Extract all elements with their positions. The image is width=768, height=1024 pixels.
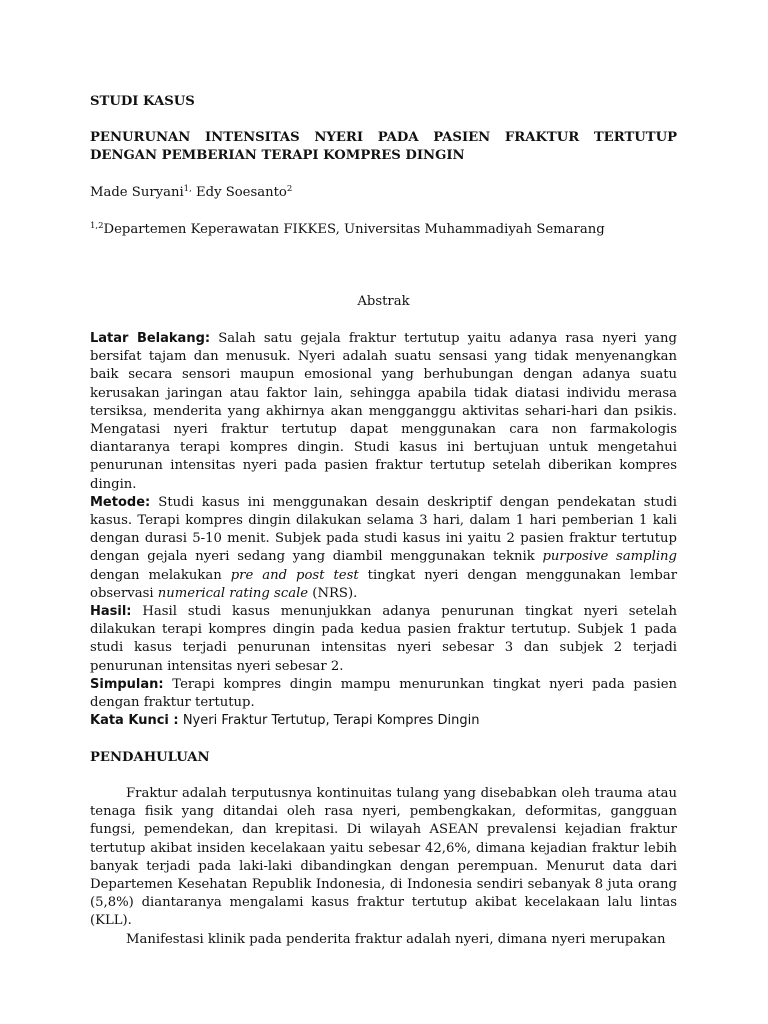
affiliation-sup: 1,2 [90, 221, 104, 231]
paper-title: PENURUNAN INTENSITAS NYERI PADA PASIEN FRAKTUR TERTUTUP DENGAN PEMBERIAN TERAPI KOMPRES DINGIN [90, 130, 677, 164]
study-type: STUDI KASUS [90, 94, 195, 109]
method-em-3: numerical rating scale [157, 585, 309, 601]
abstract-background [90, 330, 677, 494]
author-2: Edy Soesanto [196, 185, 287, 200]
abstract-body [90, 330, 677, 730]
result-label: Hasil: [90, 604, 132, 620]
introduction-body [90, 785, 677, 949]
abstract-method [90, 494, 677, 603]
keywords-label: Kata Kunci : [90, 713, 179, 729]
method-text-4: (NRS). [312, 585, 358, 601]
abstract-conclusion [90, 676, 677, 712]
introduction-paragraph-2: Manifestasi klinik pada penderita fraktur adalah nyeri, dimana nyeri merupakan [126, 931, 666, 947]
background-label: Latar Belakang: [90, 331, 211, 346]
author-line [90, 184, 677, 202]
conclusion-text: Terapi kompres dingin mampu menurunkan tingkat nyeri pada pasien dengan fraktur tertutup. [90, 676, 677, 711]
affiliation: Departemen Keperawatan FIKKES, Universitas Muhammadiyah Semarang [103, 222, 605, 237]
author-2-sup: 2 [286, 184, 293, 194]
method-text-2: dengan melakukan [90, 567, 222, 583]
keywords-text: Nyeri Fraktur Tertutup, Terapi Kompres Dingin [182, 713, 480, 729]
background-text: Salah satu gejala fraktur tertutup yaitu adanya rasa nyeri yang bersifat tajam dan menusuk. Nyeri adalah suatu sensasi yang tidak menyenangkan baik secara sensori maupun emosional yang berhubungan dengan adanya suatu kerusakan jaringan atau faktor lain, sehingga apabila tidak diatasi individu merasa tersiksa, menderita yang akhirnya akan mengganggu aktivitas sehari-hari dan psikis. Mengatasi nyeri fraktur tertutup dapat menggunakan cara non farmakologis diantaranya terapi kompres dingin. Studi kasus ini bertujuan untuk mengetahui penurunan intensitas nyeri pada pasien fraktur tertutup setelah diberikan kompres dingin. [90, 331, 677, 492]
method-text-3: tingkat nyeri dengan menggunakan lembar observasi [90, 567, 677, 601]
author-1: Made Suryani [90, 185, 184, 200]
result-text: Hasil studi kasus menunjukkan adanya penurunan tingkat nyeri setelah dilakukan terapi kompres dingin pada kedua pasien fraktur tertutup. Subjek 1 pada studi kasus terjadi penurunan intensitas nyeri sebesar 3 dan subjek 2 terjadi penurunan intensitas nyeri sebesar 2. [90, 604, 677, 674]
method-em-2: pre and post test [230, 567, 359, 583]
author-1-sup: 1, [183, 184, 192, 194]
method-em-1: purposive sampling [542, 549, 677, 565]
introduction-paragraph-1: Fraktur adalah terputusnya kontinuitas tulang yang disebabkan oleh trauma atau tenaga fisik yang ditandai oleh rasa nyeri, pembengkakan, deformitas, gangguan fungsi, pemendekan, dan krepitasi. Di wilayah ASEAN prevalensi kejadian fraktur tertutup akibat insiden kecelakaan yaitu sebesar 42,6%, dimana kejadian fraktur lebih banyak terjadi pada laki-laki dibandingkan dengan perempuan. Menurut data dari Departemen Kesehatan Republik Indonesia, di Indonesia sendiri sebanyak 8 juta orang (5,8%) diantaranya mengalami kasus fraktur tertutup akibat kecelakaan lalu lintas (KLL). [90, 786, 677, 929]
affiliation-line [90, 221, 677, 239]
abstract-heading: Abstrak [357, 294, 410, 309]
method-label: Metode: [90, 494, 151, 510]
abstract-keywords [90, 712, 677, 730]
method-text-1: Studi kasus ini menggunakan desain deskriptif dengan pendekatan studi kasus. Terapi kompres dingin dilakukan selama 3 hari, dalam 1 hari pemberian 1 kali dengan durasi 5-10 menit. Subjek pada studi kasus ini yaitu 2 pasien fraktur tertutup dengan gejala nyeri sedang yang diambil menggunakan teknik [90, 494, 677, 565]
abstract-result [90, 603, 677, 676]
conclusion-label: Simpulan: [90, 676, 164, 692]
introduction-heading: PENDAHULUAN [90, 750, 210, 765]
